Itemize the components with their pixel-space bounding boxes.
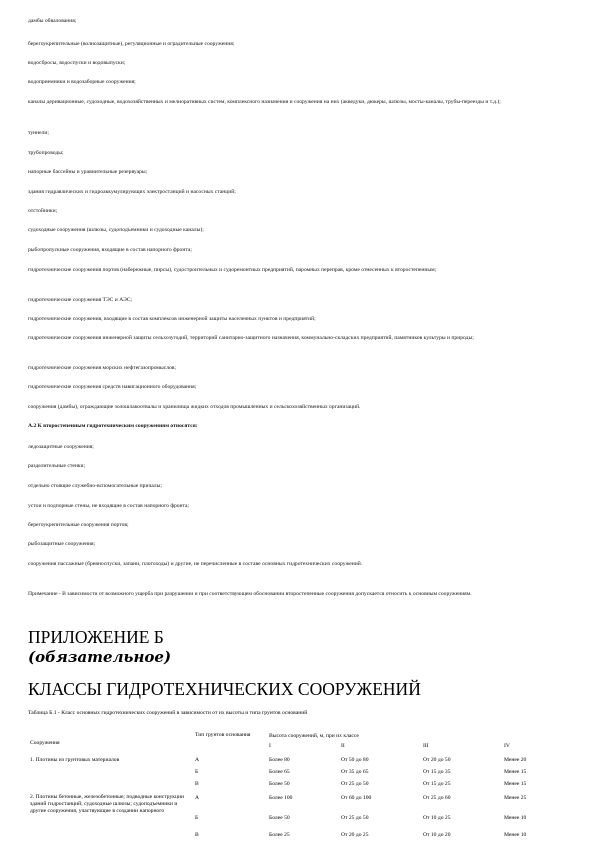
table-header-class-1: I	[269, 743, 271, 749]
list-item: гидротехнические сооружения портов (набережные, пирсы), судостроительных и судоремонтных предприятий, паромных переправ, кроме отнесенных к второстепенным;	[28, 267, 437, 273]
list-item: рыбозащитные сооружения;	[28, 541, 96, 547]
table-header-height-group: Высота сооружений, м, при их классе	[269, 733, 359, 739]
table-cell-structure: 2. Плотины бетонные, железобетонные; подводные конструкции зданий гидростанций; судоходные шлюзы; судоподъемники и другие сооружения, участвующие в создании напорного	[30, 794, 185, 815]
list-item: отдельно стоящие служебно-вспомогательные причалы;	[28, 483, 162, 489]
table-cell-class-4: Менее 15	[504, 781, 527, 787]
table-cell-class-2: От 25 до 50	[341, 815, 369, 821]
list-item: водосбросы, водоспуски и водовыпуски;	[28, 60, 126, 66]
list-item: разделительные стенки;	[28, 463, 86, 469]
table-cell-class-4: Менее 25	[504, 795, 527, 801]
table-cell-class-2: От 60 до 100	[341, 795, 372, 801]
table-cell-class-4: Менее 10	[504, 832, 527, 838]
table-cell-class-4: Менее 15	[504, 769, 527, 775]
table-cell-class-3: От 20 до 50	[423, 757, 451, 763]
list-item: каналы деривационные, судоходные, водохозяйственных и мелиоративных систем, комплексного назначения и сооружения на них (акведуки, дюкеры, шлюзы, мосты-каналы, трубы-переезды и т.д.);	[28, 99, 501, 105]
list-item: берегоукрепительные (волнозащитные), регуляционные и оградительные сооружения;	[28, 41, 235, 47]
table-cell-class-4: Менее 20	[504, 757, 527, 763]
list-item: рыбопропускные сооружения, входящие в состав напорного фронта;	[28, 247, 192, 253]
table-cell-class-3: От 15 до 35	[423, 769, 451, 775]
table-cell-class-2: От 50 до 80	[341, 757, 369, 763]
list-item: гидротехнические сооружения, входящие в состав комплексов инженерной защиты населенных пунктов и предприятий;	[28, 316, 316, 322]
table-header-class-4: IV	[504, 743, 510, 749]
table-caption: Таблица Б.1 - Класс основных гидротехнических сооружений в зависимости от их высоты и типа грунтов оснований	[28, 710, 308, 716]
list-item: гидротехнические сооружения средств навигационного оборудования;	[28, 384, 197, 390]
table-cell-soil: А	[195, 795, 200, 801]
section-heading: А.2 К второстепенным гидротехническим сооружениям относятся:	[28, 423, 198, 429]
table-cell-class-3: От 25 до 60	[423, 795, 451, 801]
table-cell-class-3: От 10 до 25	[423, 815, 451, 821]
table-cell-soil: Б	[195, 769, 199, 775]
table-cell-class-1: Более 25	[269, 832, 290, 838]
list-item: трубопроводы;	[28, 150, 64, 156]
table-cell-soil: Б	[195, 815, 199, 821]
list-item: дамбы обвалования;	[28, 18, 77, 24]
table-cell-class-1: Более 50	[269, 815, 290, 821]
table-cell-class-2: От 35 до 65	[341, 769, 369, 775]
table-cell-class-2: От 20 до 25	[341, 832, 369, 838]
list-item: здания гидравлических и гидроаккумулирующих электростанций и насосных станций;	[28, 189, 236, 195]
appendix-title: ПРИЛОЖЕНИЕ Б	[28, 627, 164, 647]
list-item: водоприемники и водозаборные сооружения;	[28, 79, 136, 85]
note: Примечание - В зависимости от возможного ущерба при разрушении и при соответствующем обосновании второстепенные сооружения допускается относить к основным сооружениям.	[28, 591, 472, 597]
list-item: гидротехнические сооружения инженерной защиты сельхозугодий, территорий санитарно-защитного назначения, коммунально-складских предприятий, памятников культуры и природы;	[28, 335, 474, 341]
list-item: судоходные сооружения (шлюзы, судоподъемники и судоходные каналы);	[28, 227, 204, 233]
table-cell-soil: А	[195, 757, 200, 763]
table-cell-class-1: Более 100	[269, 795, 293, 801]
table-cell-class-1: Более 50	[269, 781, 290, 787]
table-header-soil-type: Тип грунтов основания	[195, 732, 251, 738]
list-item: гидротехнические сооружения ТЭС и АЭС;	[28, 297, 133, 303]
table-cell-class-3: От 10 до 20	[423, 832, 451, 838]
list-item: устои и подпорные стены, не входящие в состав напорного фронта;	[28, 503, 190, 509]
table-cell-soil: В	[195, 781, 199, 787]
table-cell-class-2: От 25 до 50	[341, 781, 369, 787]
list-item: туннели;	[28, 130, 49, 136]
table-cell-class-4: Менее 10	[504, 815, 527, 821]
table-header-structures: Сооружения	[30, 740, 60, 746]
section-title: КЛАССЫ ГИДРОТЕХНИЧЕСКИХ СООРУЖЕНИЙ	[28, 679, 421, 699]
list-item: берегоукрепительные сооружения портов;	[28, 522, 129, 528]
table-cell-soil: В	[195, 832, 199, 838]
table-cell-structure: 1. Плотины из грунтовых материалов	[30, 757, 120, 763]
table-cell-class-1: Более 65	[269, 769, 290, 775]
appendix-subtitle: (обязательное)	[28, 648, 172, 666]
table-cell-class-3: От 15 до 25	[423, 781, 451, 787]
list-item: отстойники;	[28, 208, 58, 214]
list-item: сооружения (дамбы), ограждающие золошлакоотвалы и хранилища жидких отходов промышленных и сельскохозяйственных организаций.	[28, 404, 361, 410]
list-item: сооружения пассажные (бревноспуски, запани, плотоходы) и другие, не перечисленные в составе основных гидротехнических сооружений.	[28, 561, 363, 567]
list-item: ледозащитные сооружения;	[28, 444, 94, 450]
table-header-class-3: III	[423, 743, 429, 749]
list-item: гидротехнические сооружения морских нефтегазопромыслов;	[28, 365, 176, 371]
list-item: напорные бассейны и уравнительные резервуары;	[28, 169, 148, 175]
table-header-class-2: II	[341, 743, 345, 749]
table-cell-class-1: Более 80	[269, 757, 290, 763]
